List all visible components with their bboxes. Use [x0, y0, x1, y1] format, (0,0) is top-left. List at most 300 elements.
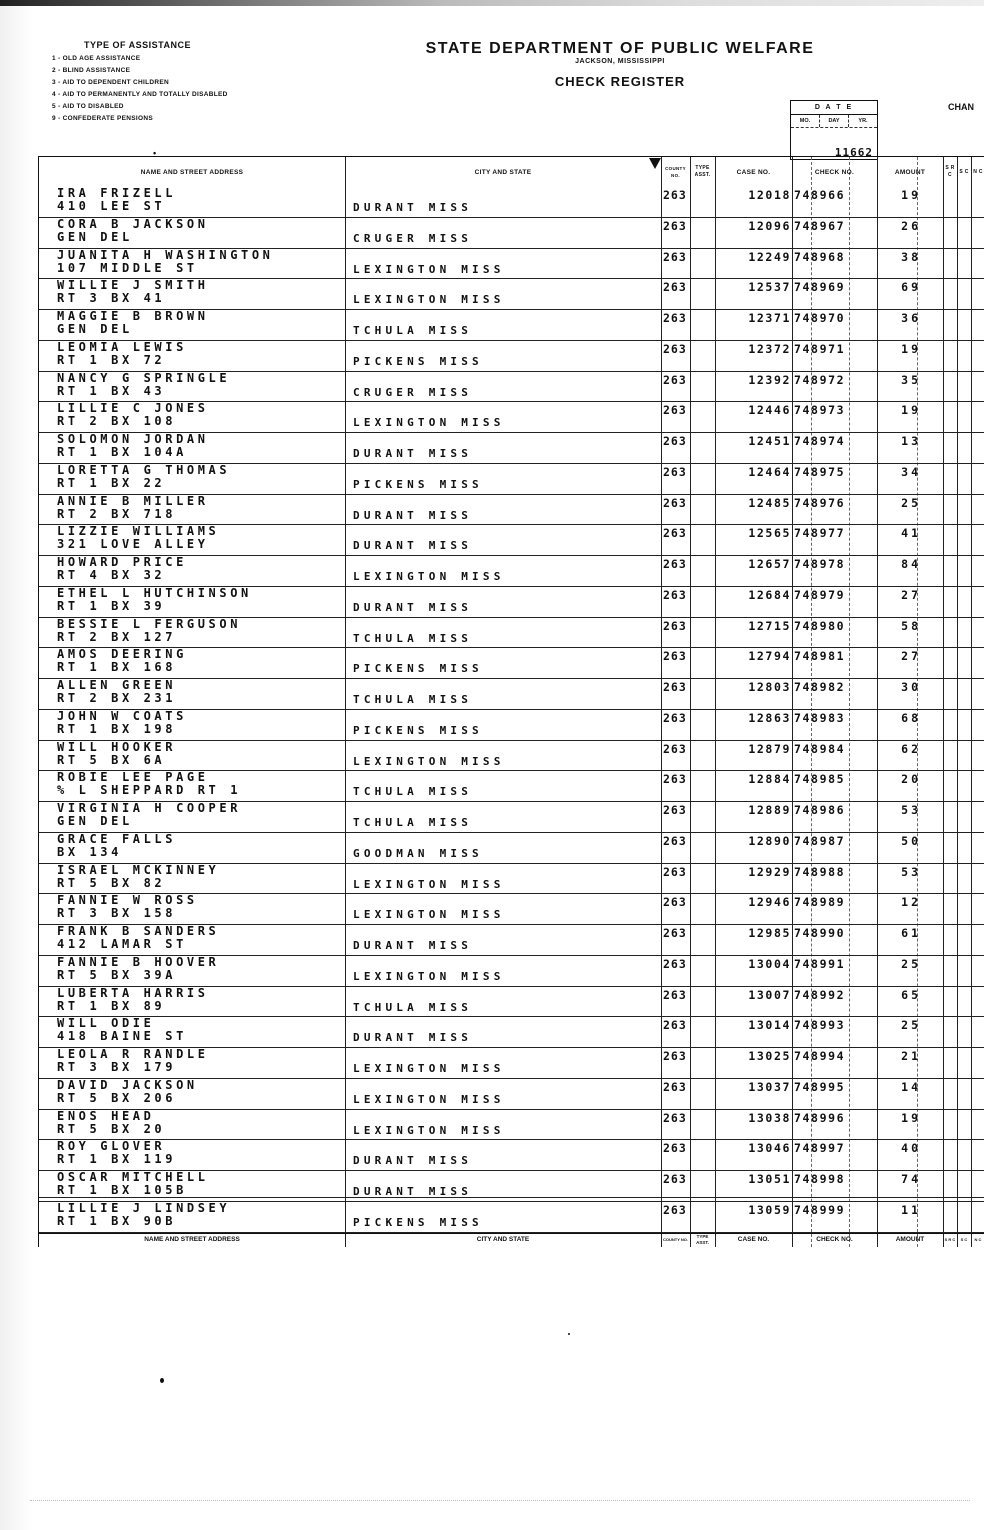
year-label: YR. [848, 115, 877, 127]
city-state: PICKENS MISS [353, 723, 483, 737]
table-row [39, 710, 984, 741]
county-number: 263 [663, 311, 687, 325]
county-number: 263 [663, 587, 687, 602]
table-row [39, 1017, 984, 1048]
county-number: 263 [663, 218, 687, 233]
header-name: NAME AND STREET ADDRESS [140, 168, 244, 176]
scan-speck [160, 1378, 164, 1383]
check-number: 748997 [794, 1141, 846, 1156]
register-title: CHECK REGISTER [554, 74, 686, 89]
case-number: 13051 [748, 1172, 791, 1186]
city-state: LEXINGTON MISS [353, 1123, 505, 1137]
table-row [39, 894, 984, 925]
table-row [39, 679, 984, 710]
county-number: 263 [663, 1110, 687, 1125]
table-row [39, 1202, 984, 1233]
check-amount: 26 [901, 218, 921, 233]
case-number: 12794 [748, 649, 791, 664]
street-address: RT 5 BX 6A [57, 752, 166, 767]
recipient-name: JUANITA H WASHINGTON [57, 247, 274, 262]
city-state: TCHULA MISS [353, 785, 473, 799]
county-number: 263 [663, 833, 687, 848]
check-number: 748966 [794, 188, 846, 202]
recipient-name: ROBIE LEE PAGE [57, 770, 209, 785]
street-address: RT 1 BX 168 [57, 660, 177, 675]
check-number: 748989 [794, 895, 846, 910]
table-row [39, 987, 984, 1018]
street-address: GEN DEL [57, 814, 133, 828]
street-address: % L SHEPPARD RT 1 [57, 783, 242, 798]
footer-name: NAME AND STREET ADDRESS [144, 1236, 240, 1243]
county-number: 263 [663, 618, 687, 633]
city-state: CRUGER MISS [353, 385, 473, 399]
case-number: 12715 [748, 618, 791, 633]
county-number: 263 [663, 249, 687, 264]
check-number: 748991 [794, 956, 846, 971]
case-number: 12565 [748, 526, 791, 541]
case-number: 12096 [748, 218, 791, 233]
scan-top-edge [0, 0, 984, 6]
street-address: 107 MIDDLE ST [57, 260, 198, 275]
check-number: 748988 [794, 864, 846, 879]
check-amount: 61 [901, 926, 921, 940]
table-row [39, 956, 984, 987]
recipient-name: JOHN W COATS [57, 708, 187, 723]
recipient-name: FANNIE W ROSS [57, 893, 198, 908]
city-state: GOODMAN MISS [353, 846, 483, 860]
header-s2: S C [959, 168, 969, 175]
recipient-name: WILLIE J SMITH [57, 278, 209, 293]
street-address: RT 1 BX 72 [57, 352, 166, 367]
check-amount: 50 [901, 833, 921, 848]
street-address: RT 2 BX 108 [57, 414, 177, 429]
county-number: 263 [663, 1049, 687, 1063]
legend-item: 2 - BLIND ASSISTANCE [52, 67, 131, 74]
city-state: TCHULA MISS [353, 816, 473, 829]
check-number: 748990 [794, 926, 846, 940]
city-state: DURANT MISS [353, 1185, 473, 1198]
city-state: LEXINGTON MISS [353, 1092, 505, 1106]
check-amount: 25 [901, 956, 921, 971]
department-title: STATE DEPARTMENT OF PUBLIC WELFARE [425, 40, 815, 57]
recipient-name: AMOS DEERING [57, 647, 187, 662]
check-number: 748981 [794, 649, 846, 664]
table-row [39, 802, 984, 833]
month-label: MO. [799, 118, 811, 124]
city-state: LEXINGTON MISS [353, 877, 505, 891]
county-number: 263 [663, 372, 687, 387]
county-number: 263 [663, 1018, 687, 1033]
recipient-name: ANNIE B MILLER [57, 493, 209, 508]
assistance-type-legend [52, 40, 352, 122]
street-address: 412 LAMAR ST [57, 937, 187, 951]
check-number: 748977 [794, 526, 846, 541]
recipient-name: DAVID JACKSON [57, 1077, 198, 1092]
county-number: 263 [663, 1202, 687, 1217]
street-address: RT 3 BX 41 [57, 291, 166, 306]
footer-amount: AMOUNT [895, 1236, 925, 1243]
check-amount: 20 [901, 772, 921, 787]
table-row [39, 495, 984, 526]
check-number: 748998 [794, 1172, 846, 1186]
legend-item: 4 - AID TO PERMANENTLY AND TOTALLY DISABLED [52, 91, 228, 98]
city-state: DURANT MISS [353, 1154, 473, 1168]
city-state: TCHULA MISS [353, 693, 473, 706]
city-state: LEXINGTON MISS [353, 293, 505, 307]
document-header [380, 40, 860, 89]
legend-item: 5 - AID TO DISABLED [52, 103, 124, 110]
check-number: 748975 [794, 464, 846, 479]
table-row [39, 218, 984, 249]
street-address: 410 LEE ST [57, 199, 166, 213]
header-type: TYPE ASST. [694, 165, 711, 178]
recipient-name: FANNIE B HOOVER [57, 954, 220, 969]
recipient-name: WILL ODIE [57, 1016, 155, 1031]
street-address: 418 BAINE ST [57, 1029, 187, 1044]
footer-case: CASE NO. [737, 1236, 770, 1243]
table-row [39, 1079, 984, 1110]
recipient-name: LILLIE J LINDSEY [57, 1200, 231, 1215]
street-address: RT 3 BX 158 [57, 906, 177, 921]
city-state: DURANT MISS [353, 539, 473, 553]
check-number: 748973 [794, 403, 846, 418]
county-number: 263 [663, 956, 687, 971]
street-address: RT 3 BX 179 [57, 1060, 177, 1074]
recipient-name: VIRGINIA H COOPER [57, 801, 242, 815]
city-state: LEXINGTON MISS [353, 969, 505, 983]
case-number: 13025 [748, 1049, 791, 1063]
recipient-name: IRA FRIZELL [57, 186, 177, 200]
check-amount: 36 [901, 311, 921, 325]
header-s3: N C [973, 168, 983, 175]
case-number: 12803 [748, 680, 791, 694]
county-number: 263 [663, 741, 687, 756]
footer-s1: S R C [944, 1237, 956, 1242]
county-number: 263 [663, 864, 687, 879]
check-amount: 38 [901, 249, 921, 264]
check-amount: 19 [901, 1110, 921, 1125]
footer-s2: S C [960, 1237, 968, 1242]
check-amount: 53 [901, 803, 921, 817]
city-state: DURANT MISS [353, 1031, 473, 1045]
county-number: 263 [663, 895, 687, 910]
scan-left-edge [0, 0, 32, 1530]
check-amount: 41 [901, 526, 921, 541]
table-row [39, 556, 984, 587]
city-state: CRUGER MISS [353, 231, 473, 245]
table-row [39, 372, 984, 403]
check-amount: 34 [901, 464, 921, 479]
check-number: 748984 [794, 741, 846, 756]
city-state: TCHULA MISS [353, 324, 473, 337]
street-address: RT 1 BX 105B [57, 1183, 187, 1197]
legend-item: 9 - CONFEDERATE PENSIONS [52, 115, 153, 122]
check-amount: 11 [901, 1202, 921, 1217]
case-number: 12890 [748, 833, 791, 848]
city-state: PICKENS MISS [353, 354, 483, 368]
check-number: 748976 [794, 495, 846, 510]
case-number: 13059 [748, 1202, 791, 1217]
check-number: 748995 [794, 1079, 846, 1094]
table-row [39, 464, 984, 495]
case-number: 12879 [748, 741, 791, 756]
check-amount: 69 [901, 280, 921, 295]
check-number: 748996 [794, 1110, 846, 1125]
footer-city: CITY AND STATE [476, 1236, 530, 1243]
street-address: RT 2 BX 231 [57, 691, 177, 705]
street-address: 321 LOVE ALLEY [57, 537, 209, 552]
check-amount: 19 [901, 188, 921, 202]
scan-bottom-edge [30, 1500, 970, 1503]
header-county: COUNTY NO. [665, 166, 686, 178]
recipient-name: GRACE FALLS [57, 831, 177, 846]
check-number: 748972 [794, 372, 846, 387]
city-state: LEXINGTON MISS [353, 1062, 505, 1075]
case-number: 13038 [748, 1110, 791, 1125]
recipient-name: HOWARD PRICE [57, 555, 187, 569]
recipient-name: ETHEL L HUTCHINSON [57, 585, 252, 600]
case-number: 12371 [748, 311, 791, 325]
header-amount: AMOUNT [894, 168, 926, 176]
case-number: 12863 [748, 710, 791, 725]
case-number: 13037 [748, 1079, 791, 1094]
table-row [39, 1140, 984, 1171]
case-number: 12884 [748, 772, 791, 787]
street-address: BX 134 [57, 844, 122, 859]
county-number: 263 [663, 649, 687, 664]
case-number: 12392 [748, 372, 791, 387]
table-row [39, 741, 984, 772]
table-row [39, 648, 984, 679]
check-number: 748983 [794, 710, 846, 725]
check-number: 748982 [794, 680, 846, 694]
recipient-name: ISRAEL MCKINNEY [57, 862, 220, 877]
check-amount: 40 [901, 1141, 921, 1156]
recipient-name: LEOLA R RANDLE [57, 1047, 209, 1061]
footer-county: COUNTY NO. [662, 1237, 689, 1242]
case-number: 12464 [748, 464, 791, 479]
case-number: 12372 [748, 341, 791, 356]
street-address: RT 1 BX 22 [57, 475, 166, 490]
city-state: PICKENS MISS [353, 1215, 483, 1229]
row-divider [39, 1197, 984, 1198]
city-state: PICKENS MISS [353, 662, 483, 676]
table-row [39, 341, 984, 372]
case-number: 12657 [748, 557, 791, 571]
table-row [39, 279, 984, 310]
recipient-name: ROY GLOVER [57, 1139, 166, 1154]
recipient-name: SOLOMON JORDAN [57, 432, 209, 446]
city-state: TCHULA MISS [353, 1000, 473, 1014]
check-amount: 25 [901, 1018, 921, 1033]
case-number: 13004 [748, 956, 791, 971]
recipient-name: MAGGIE B BROWN [57, 309, 209, 323]
check-amount: 13 [901, 434, 921, 448]
street-address: RT 1 BX 39 [57, 598, 166, 613]
change-label: CHAN [948, 102, 974, 112]
table-row [39, 833, 984, 864]
check-number: 748974 [794, 434, 846, 448]
street-address: RT 5 BX 39A [57, 967, 177, 982]
county-number: 263 [663, 987, 687, 1002]
check-number: 748994 [794, 1049, 846, 1063]
scan-speck [568, 1333, 570, 1335]
county-number: 263 [663, 526, 687, 541]
date-label: D A T E [791, 101, 877, 115]
case-number: 12889 [748, 803, 791, 817]
check-amount: 25 [901, 495, 921, 510]
street-address: RT 2 BX 127 [57, 629, 177, 644]
check-amount: 35 [901, 372, 921, 387]
county-number: 263 [663, 1172, 687, 1186]
check-number: 748992 [794, 987, 846, 1002]
county-number: 263 [663, 280, 687, 295]
check-amount: 58 [901, 618, 921, 633]
check-amount: 74 [901, 1172, 921, 1186]
county-number: 263 [663, 710, 687, 725]
street-address: RT 4 BX 32 [57, 568, 166, 582]
check-amount: 27 [901, 587, 921, 602]
check-number: 748985 [794, 772, 846, 787]
street-address: RT 5 BX 20 [57, 1121, 166, 1136]
check-number: 748978 [794, 557, 846, 571]
check-number: 748980 [794, 618, 846, 633]
county-number: 263 [663, 464, 687, 479]
county-number: 263 [663, 772, 687, 787]
footer-s3: N C [974, 1237, 982, 1242]
table-row [39, 587, 984, 618]
city-state: PICKENS MISS [353, 477, 483, 491]
recipient-name: LUBERTA HARRIS [57, 985, 209, 1000]
check-number: 748993 [794, 1018, 846, 1033]
table-row [39, 402, 984, 433]
case-number: 13007 [748, 987, 791, 1002]
county-number: 263 [663, 803, 687, 817]
recipient-name: LILLIE C JONES [57, 401, 209, 416]
recipient-name: LORETTA G THOMAS [57, 462, 231, 477]
street-address: RT 1 BX 90B [57, 1213, 177, 1228]
street-address: RT 5 BX 82 [57, 875, 166, 890]
county-number: 263 [663, 926, 687, 940]
footer-check: CHECK NO. [816, 1236, 853, 1243]
department-city: JACKSON, MISSISSIPPI [575, 58, 665, 65]
street-address: RT 1 BX 43 [57, 383, 166, 398]
header-case: CASE NO. [736, 168, 771, 176]
table-row [39, 618, 984, 649]
case-number: 12018 [748, 188, 791, 202]
register-rows [39, 187, 984, 1233]
day-label: DAY [819, 115, 848, 127]
check-number: 748968 [794, 249, 846, 264]
table-row [39, 771, 984, 802]
recipient-name: BESSIE L FERGUSON [57, 616, 242, 631]
check-amount: 65 [901, 987, 921, 1002]
county-number: 263 [663, 403, 687, 418]
city-state: LEXINGTON MISS [353, 262, 505, 276]
table-row [39, 925, 984, 956]
date-box [790, 100, 878, 160]
recipient-name: WILL HOOKER [57, 739, 177, 754]
header-s1: S R C [945, 165, 955, 178]
street-address: GEN DEL [57, 229, 133, 244]
city-state: LEXINGTON MISS [353, 570, 505, 583]
city-state: DURANT MISS [353, 600, 473, 614]
check-amount: 30 [901, 680, 921, 694]
check-number: 748986 [794, 803, 846, 817]
check-amount: 27 [901, 649, 921, 664]
check-amount: 21 [901, 1049, 921, 1063]
case-number: 12985 [748, 926, 791, 940]
case-number: 12249 [748, 249, 791, 264]
date-subheaders [791, 115, 877, 128]
city-state: DURANT MISS [353, 508, 473, 522]
footer-type: TYPE ASST. [696, 1234, 709, 1245]
street-address: RT 1 BX 89 [57, 998, 166, 1013]
county-number: 263 [663, 188, 687, 202]
check-number: 748987 [794, 833, 846, 848]
table-row [39, 1048, 984, 1079]
county-number: 263 [663, 557, 687, 571]
county-number: 263 [663, 680, 687, 694]
check-number: 748979 [794, 587, 846, 602]
city-state: LEXINGTON MISS [353, 908, 505, 922]
city-state: DURANT MISS [353, 447, 473, 460]
header-check: CHECK NO. [814, 168, 855, 176]
date-value: 11662 [834, 146, 873, 159]
case-number: 12485 [748, 495, 791, 510]
table-row [39, 433, 984, 464]
dot-mark: • [153, 148, 157, 158]
check-amount: 19 [901, 341, 921, 356]
street-address: RT 1 BX 119 [57, 1152, 177, 1167]
legend-item: 3 - AID TO DEPENDENT CHILDREN [52, 79, 170, 86]
city-state: TCHULA MISS [353, 631, 473, 645]
city-state: DURANT MISS [353, 939, 473, 952]
header-city: CITY AND STATE [474, 168, 532, 176]
street-address: RT 2 BX 718 [57, 506, 177, 521]
case-number: 12684 [748, 587, 791, 602]
table-row [39, 864, 984, 895]
recipient-name: FRANK B SANDERS [57, 924, 220, 938]
street-address: RT 5 BX 206 [57, 1090, 177, 1105]
case-number: 13046 [748, 1141, 791, 1156]
city-state: LEXINGTON MISS [353, 416, 505, 430]
case-number: 12537 [748, 280, 791, 295]
recipient-name: CORA B JACKSON [57, 216, 209, 231]
recipient-name: OSCAR MITCHELL [57, 1170, 209, 1184]
table-row [39, 187, 984, 218]
county-number: 263 [663, 1079, 687, 1094]
check-amount: 53 [901, 864, 921, 879]
city-state: DURANT MISS [353, 201, 473, 214]
check-number: 748971 [794, 341, 846, 356]
check-amount: 12 [901, 895, 921, 910]
check-number: 748969 [794, 280, 846, 295]
register-table [38, 156, 984, 1247]
table-row [39, 1110, 984, 1141]
recipient-name: ALLEN GREEN [57, 678, 177, 692]
table-row [39, 310, 984, 341]
recipient-name: LEOMIA LEWIS [57, 339, 187, 354]
check-number: 748970 [794, 311, 846, 325]
city-state: LEXINGTON MISS [353, 754, 505, 768]
case-number: 12446 [748, 403, 791, 418]
check-number: 748967 [794, 218, 846, 233]
legend-title: TYPE OF ASSISTANCE [84, 40, 192, 50]
check-amount: 19 [901, 403, 921, 418]
table-row [39, 249, 984, 280]
street-address: GEN DEL [57, 322, 133, 336]
